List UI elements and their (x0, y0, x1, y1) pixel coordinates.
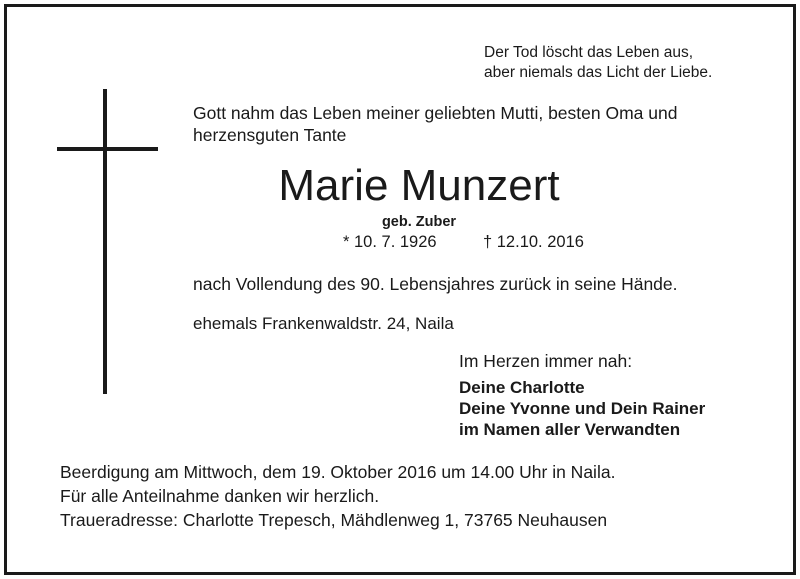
intro-line: Gott nahm das Leben meiner geliebten Mutti, besten Oma und (193, 103, 678, 123)
returned-text: nach Vollendung des 90. Lebensjahres zurück in seine Hände. (193, 274, 678, 294)
mourning-address: Traueradresse: Charlotte Trepesch, Mähdlenweg 1, 73765 Neuhausen (60, 510, 608, 530)
footer-info (60, 460, 615, 532)
funeral-info: Beerdigung am Mittwoch, dem 19. Oktober 2016 um 14.00 Uhr in Naila. (60, 462, 616, 482)
former-address: ehemals Frankenwaldstr. 24, Naila (193, 314, 454, 333)
mourners-heading: Im Herzen immer nah: (459, 351, 633, 371)
epigraph-quote (484, 43, 712, 83)
epigraph-line: Der Tod löscht das Leben aus, (484, 44, 694, 61)
intro-line: herzensguten Tante (193, 125, 347, 145)
mourner-name: Deine Yvonne und Dein Rainer (459, 399, 706, 418)
maiden-name: geb. Zuber (381, 214, 457, 230)
mourner-name: im Namen aller Verwandten (459, 420, 681, 439)
birth-date: * 10. 7. 1926 (343, 233, 437, 251)
epigraph-line: aber niemals das Licht der Liebe. (484, 64, 713, 81)
thanks-text: Für alle Anteilnahme danken wir herzlich. (60, 486, 380, 506)
mourner-name: Deine Charlotte (459, 378, 585, 397)
cross-icon-bar (57, 147, 158, 151)
death-date: † 12.10. 2016 (483, 233, 584, 251)
mourners-signatures (459, 377, 705, 440)
intro-text (193, 102, 677, 146)
deceased-name: Marie Munzert (278, 161, 560, 210)
cross-icon (103, 89, 107, 394)
